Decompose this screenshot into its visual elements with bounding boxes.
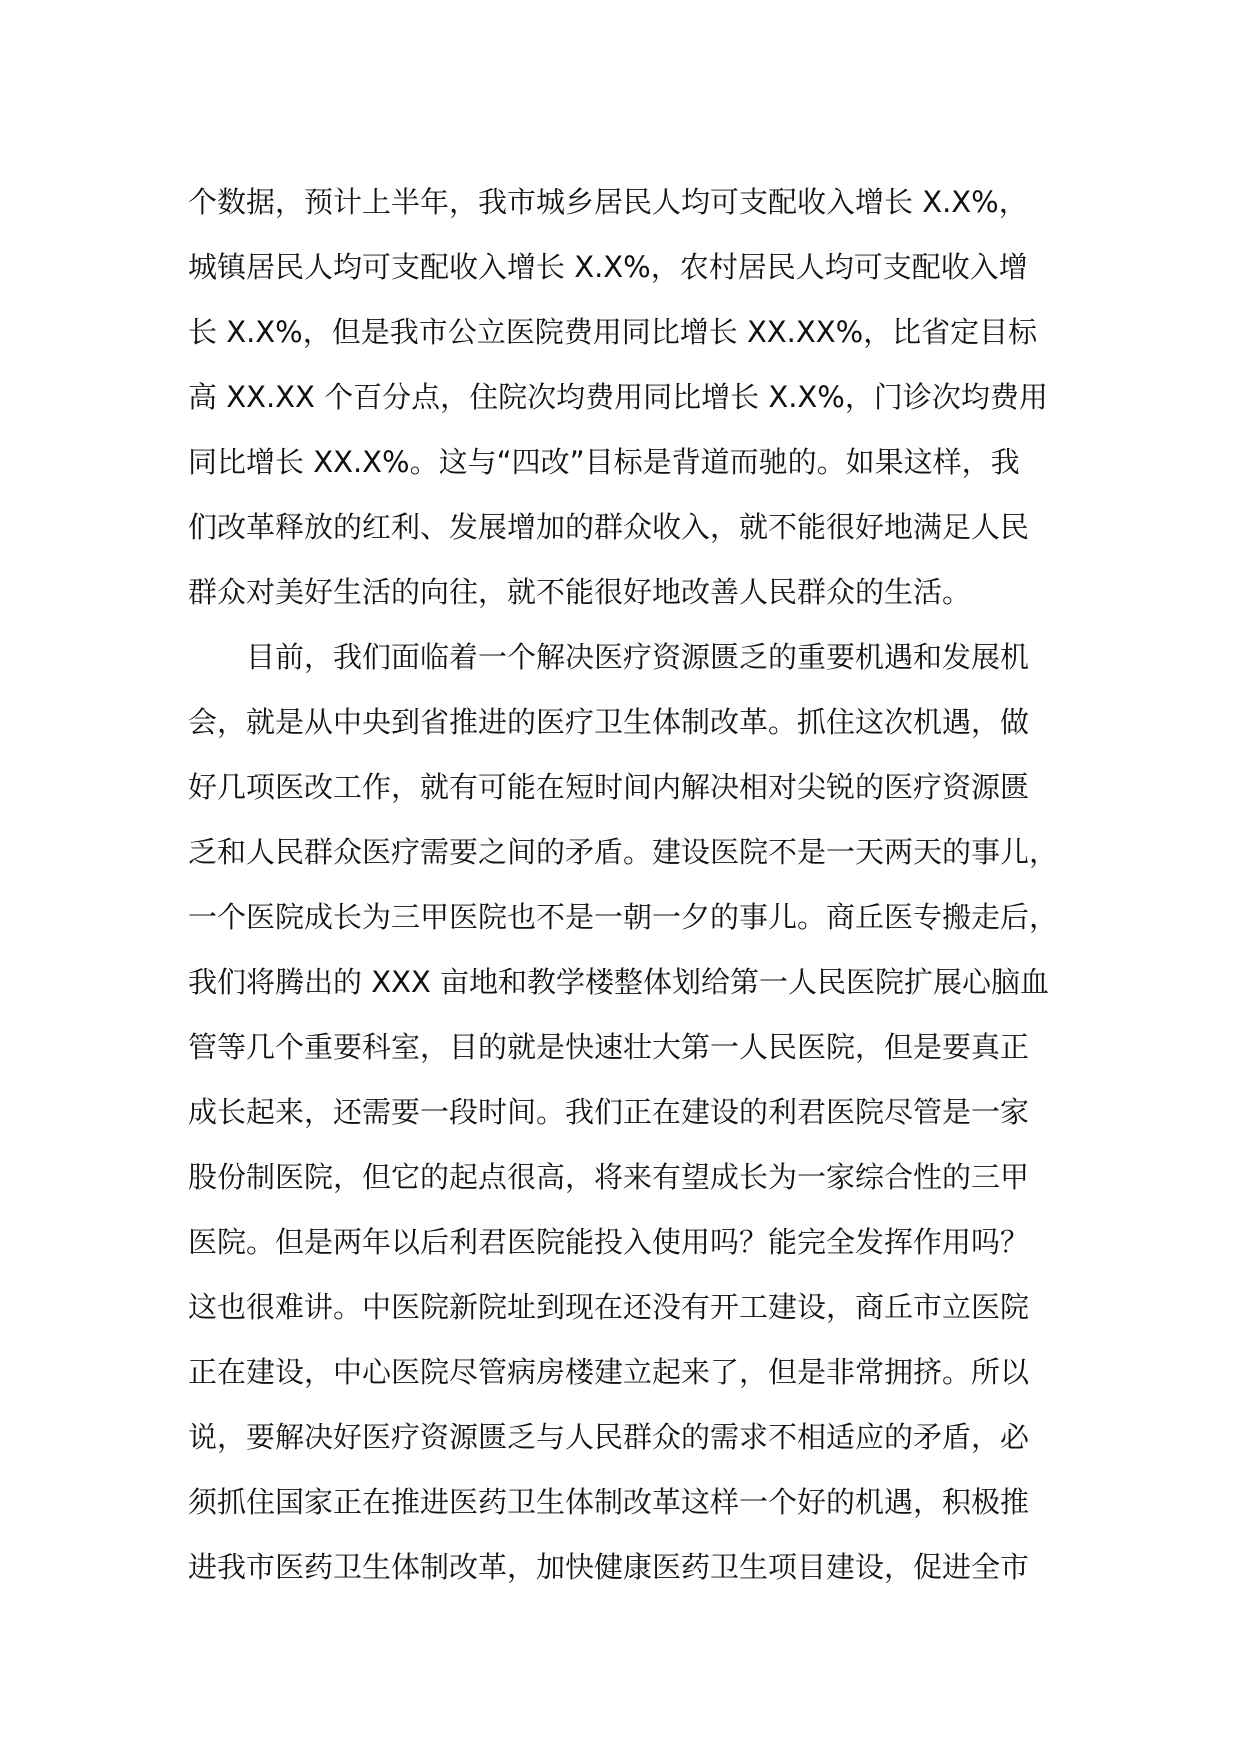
text-line: 群众对美好生活的向往，就不能很好地改善人民群众的生活。 [188, 575, 972, 609]
text-line: 乏和人民群众医疗需要之间的矛盾。建设医院不是一天两天的事儿， [188, 835, 1059, 869]
text-line: 成长起来，还需要一段时间。我们正在建设的利君医院尽管是一家 [188, 1095, 1030, 1129]
text-line: 高 XX.XX 个百分点，住院次均费用同比增长 X.X%，门诊次均费用 [188, 380, 1048, 414]
text-line: 进我市医药卫生体制改革，加快健康医药卫生项目建设，促进全市 [188, 1550, 1030, 1584]
text-line: 们改革释放的红利、发展增加的群众收入，就不能很好地满足人民 [188, 510, 1030, 544]
text-line: 说，要解决好医疗资源匮乏与人民群众的需求不相适应的矛盾，必 [188, 1420, 1030, 1454]
text-line: 好几项医改工作，就有可能在短时间内解决相对尖锐的医疗资源匮 [188, 770, 1030, 804]
text-line: 一个医院成长为三甲医院也不是一朝一夕的事儿。商丘医专搬走后， [188, 900, 1059, 934]
text-line: 医院。但是两年以后利君医院能投入使用吗？能完全发挥作用吗？ [188, 1225, 1030, 1259]
text-line: 这也很难讲。中医院新院址到现在还没有开工建设，商丘市立医院 [188, 1290, 1030, 1324]
text-line: 正在建设，中心医院尽管病房楼建立起来了，但是非常拥挤。所以 [188, 1355, 1030, 1389]
text-line: 城镇居民人均可支配收入增长 X.X%，农村居民人均可支配收入增 [188, 250, 1028, 284]
text-line: 我们将腾出的 XXX 亩地和教学楼整体划给第一人民医院扩展心脑血 [188, 965, 1050, 999]
text-line: 同比增长 XX.X%。这与“四改”目标是背道而驰的。如果这样，我 [188, 445, 1020, 479]
text-line-paragraph-start: 目前，我们面临着一个解决医疗资源匮乏的重要机遇和发展机 [246, 640, 1030, 674]
text-line: 须抓住国家正在推进医药卫生体制改革这样一个好的机遇，积极推 [188, 1485, 1030, 1519]
body-text [188, 170, 1058, 1600]
text-line: 个数据，预计上半年，我市城乡居民人均可支配收入增长 X.X%， [188, 185, 1028, 219]
text-line: 长 X.X%，但是我市公立医院费用同比增长 XX.XX%，比省定目标 [188, 315, 1038, 349]
text-line: 会，就是从中央到省推进的医疗卫生体制改革。抓住这次机遇，做 [188, 705, 1030, 739]
text-line: 管等几个重要科室，目的就是快速壮大第一人民医院，但是要真正 [188, 1030, 1030, 1064]
text-line: 股份制医院，但它的起点很高，将来有望成长为一家综合性的三甲 [188, 1160, 1030, 1194]
